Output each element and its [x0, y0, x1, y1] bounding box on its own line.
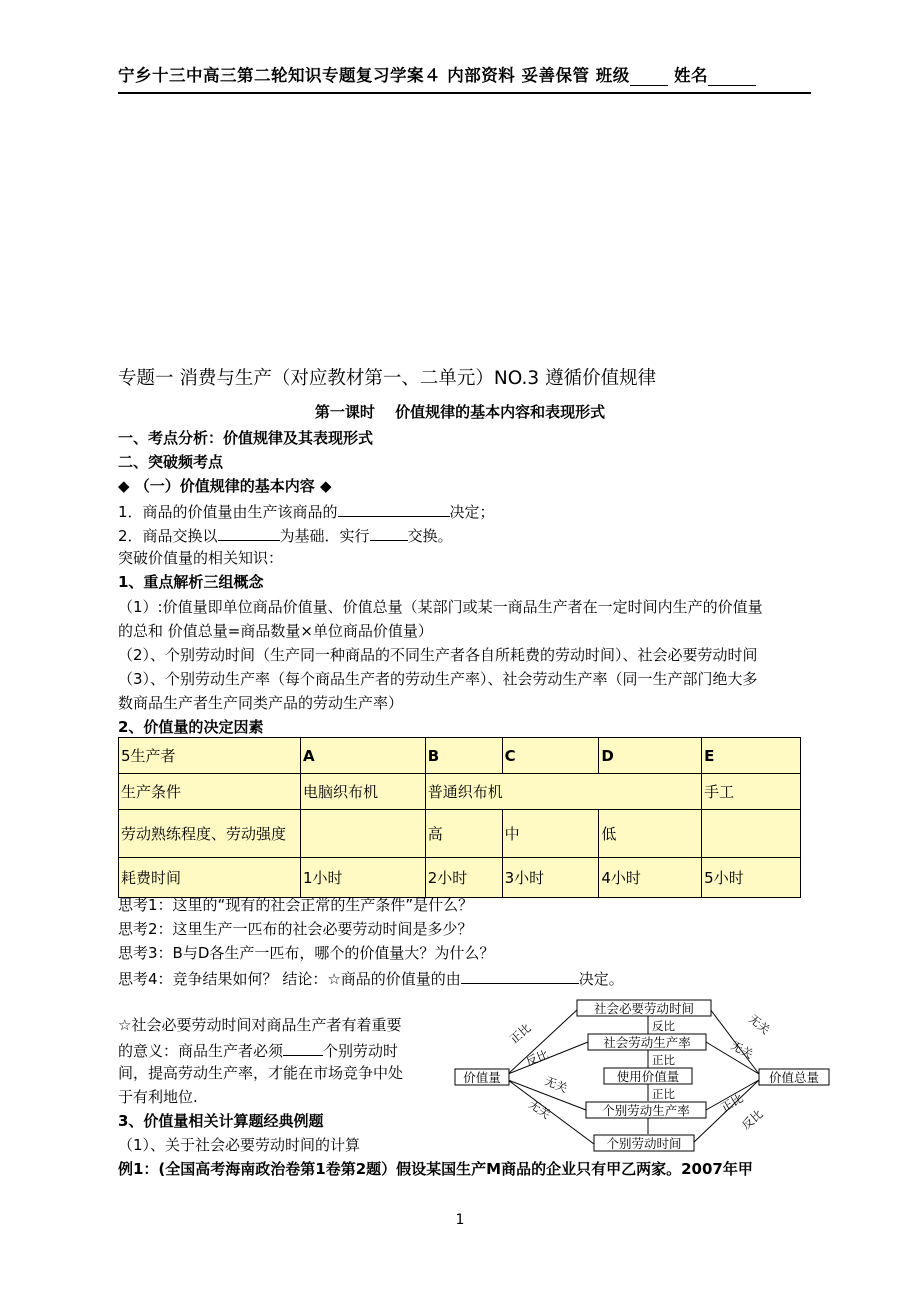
significance-line-2: 的意义：商品生产者必须 个别劳动时 [118, 1039, 398, 1061]
diagram-box-use-value: 使用价值量 [616, 1069, 680, 1084]
part-heading: ◆ （一）价值规律的基本内容 ◆ [118, 477, 332, 495]
diagram-label: 正比 [652, 1087, 675, 1101]
table-cell: 劳动熟练程度、劳动强度 [119, 810, 301, 858]
table-row [119, 738, 801, 774]
table-row [119, 774, 801, 810]
concepts-heading: 1、重点解析三组概念 [118, 573, 264, 591]
calc-heading: 3、价值量相关计算题经典例题 [118, 1112, 324, 1130]
table-cell: 高 [425, 810, 502, 858]
table-cell: 4小时 [599, 858, 702, 898]
table-cell [702, 810, 801, 858]
diagram-label: 正比 [506, 1020, 534, 1047]
section-heading-2: 二、突破频考点 [118, 453, 224, 471]
class-blank [630, 67, 668, 86]
diagram-label: 无关 [746, 1011, 773, 1038]
fill-blank [461, 967, 579, 984]
table-cell: 普通织布机 [425, 774, 701, 810]
table-cell: 中 [502, 810, 599, 858]
table-cell: A [300, 738, 425, 774]
diagram-label: 无关 [542, 1073, 570, 1096]
concept-1-line-1: （1）:价值量即单位商品价值量、价值总量（某部门或某一商品生产者在一定时间内生产的价值量 [118, 598, 763, 616]
significance-line-1: ☆社会必要劳动时间对商品生产者有着重要 [118, 1016, 402, 1034]
diagram-label: 反比 [652, 1019, 675, 1033]
fill-blank [338, 500, 450, 517]
table-cell: 电脑织布机 [300, 774, 425, 810]
related-knowledge: 突破价值量的相关知识： [118, 549, 284, 567]
diagram-box-top: 社会必要劳动时间 [593, 1001, 695, 1016]
think-1: 思考1：这里的“现有的社会正常的生产条件”是什么？ [118, 896, 474, 914]
table-cell: 生产条件 [119, 774, 301, 810]
fill-blank [283, 1039, 323, 1056]
table-cell: 手工 [702, 774, 801, 810]
item-2: 2．商品交换以 为基础．实行 交换。 [118, 524, 453, 546]
table-cell: 2小时 [425, 858, 502, 898]
significance-line-3: 间，提高劳动生产率，才能在市场竞争中处 [118, 1064, 404, 1082]
lesson-title: 第一课时 价值规律的基本内容和表现形式 [314, 403, 606, 421]
value-factors-table [118, 737, 801, 898]
think-2: 思考2：这里生产一匹布的社会必要劳动时间是多少？ [118, 920, 473, 938]
diagram-box-social-productivity: 社会劳动生产率 [603, 1035, 691, 1050]
example-1: 例1：(全国高考海南政治卷第1卷第2题）假设某国生产M商品的企业只有甲乙两家。2007年甲 [118, 1160, 753, 1178]
calc-subheading: （1）、关于社会必要劳动时间的计算 [118, 1136, 361, 1154]
concept-1-line-2: 的总和 价值总量=商品数量×单位商品价值量） [118, 622, 433, 640]
value-relationship-diagram [448, 992, 838, 1158]
diagram-box-bottom: 个别劳动时间 [606, 1136, 682, 1151]
diagram-label: 反比 [523, 1047, 551, 1069]
table-cell: C [502, 738, 599, 774]
section-heading-1: 一、考点分析：价值规律及其表现形式 [118, 429, 374, 447]
diagram-box-individual-productivity: 个别劳动生产率 [602, 1103, 690, 1118]
table-cell: 1小时 [300, 858, 425, 898]
diagram-label: 反比 [738, 1106, 766, 1133]
header-text: 宁乡十三中高三第二轮知识专题复习学案４ 内部资料 妥善保管 班级 [118, 66, 630, 85]
table-cell: D [599, 738, 702, 774]
table-cell: 低 [599, 810, 702, 858]
name-blank [708, 67, 756, 86]
diagram-label: 正比 [718, 1090, 746, 1115]
think-3: 思考3：B与D各生产一匹布，哪个的价值量大？为什么？ [118, 944, 495, 962]
table-cell: B [425, 738, 502, 774]
table-cell: 5生产者 [119, 738, 301, 774]
concept-3-line-1: （3）、个别劳动生产率（每个商品生产者的劳动生产率）、社会劳动生产率（同一生产部门绝大多 [118, 670, 758, 688]
concept-3-line-2: 数商品生产者生产同类产品的劳动生产率） [118, 694, 404, 712]
think-4: 思考4：竞争结果如何？ 结论：☆商品的价值量的由 决定。 [118, 967, 624, 989]
item-1: 1．商品的价值量由生产该商品的 决定； [118, 500, 495, 522]
table-cell: E [702, 738, 801, 774]
table-cell: 5小时 [702, 858, 801, 898]
table-cell: 耗费时间 [119, 858, 301, 898]
topic-title: 专题一 消费与生产（对应教材第一、二单元）NO.3 遵循价值规律 [118, 368, 657, 389]
page-number: 1 [455, 1212, 465, 1228]
fill-blank [218, 524, 280, 541]
table-row [119, 858, 801, 898]
diagram-label: 无关 [728, 1038, 756, 1062]
table-cell [300, 810, 425, 858]
factors-heading: 2、价值量的决定因素 [118, 718, 264, 736]
diagram-box-value: 价值量 [463, 1070, 501, 1085]
page-header [118, 62, 811, 94]
fill-blank [370, 524, 408, 541]
significance-line-4: 于有利地位. [118, 1088, 198, 1106]
concept-2: （2）、个别劳动时间（生产同一种商品的不同生产者各自所耗费的劳动时间）、社会必要劳动时间 [118, 646, 758, 664]
diagram-label: 正比 [652, 1053, 675, 1067]
diagram-label: 无关 [526, 1096, 554, 1122]
diagram-box-total-value: 价值总量 [768, 1070, 820, 1085]
table-row [119, 810, 801, 858]
table-cell: 3小时 [502, 858, 599, 898]
name-label: 姓名 [673, 66, 708, 85]
